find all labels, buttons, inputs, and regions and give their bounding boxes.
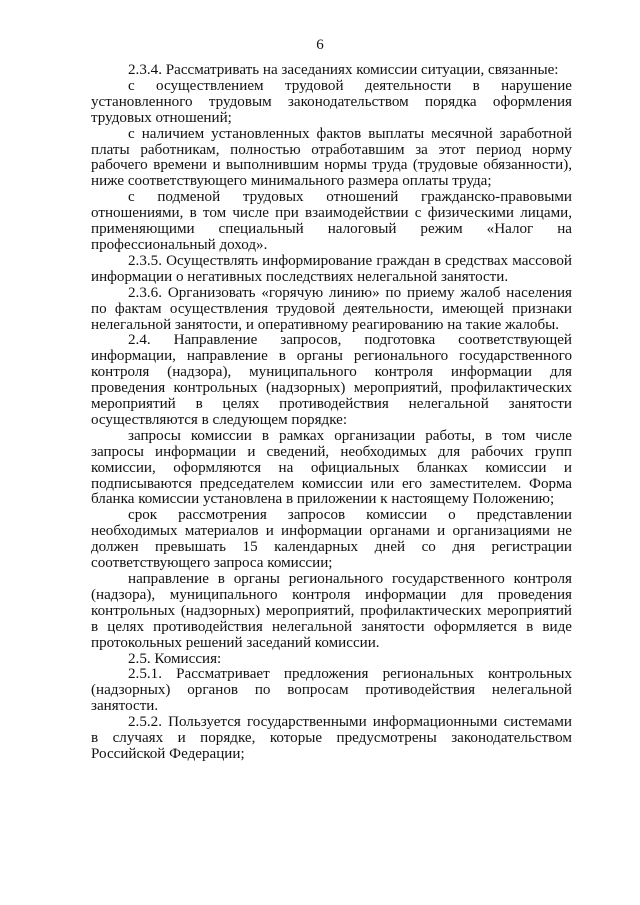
list-item-labor-violation: с осуществлением трудовой деятельности в нарушение установленного трудовым законодательством порядка оформления трудовых отношений; <box>91 77 572 126</box>
paragraph-2-3-4: 2.3.4. Рассматривать на заседаниях комиссии ситуации, связанные: <box>128 62 559 78</box>
list-item-low-wage: с наличием установленных фактов выплаты месячной заработной платы работникам, полностью отработавшим за этот период норму рабочего времени и выполнившим нормы труда (трудовые обязанности), ниже соответствующего минимального размера оплаты труда; <box>91 125 572 190</box>
paragraph-2-3-6: 2.3.6. Организовать «горячую линию» по приему жалоб населения по фактам осуществления трудовой деятельности, имеющей признаки нелегальной занятости, и оперативному реагированию на такие жалобы. <box>91 284 572 333</box>
paragraph-2-3-5: 2.3.5. Осуществлять информирование граждан в средствах массовой информации о негативных последствиях нелегальной занятости. <box>91 252 572 285</box>
list-item-request-deadline: срок рассмотрения запросов комиссии о представлении необходимых материалов и информации органами и организациями не должен превышать 15 календарных дней со дня регистрации соответствующего запроса комиссии; <box>91 507 572 572</box>
document-body <box>91 63 572 763</box>
paragraph-2-5: 2.5. Комиссия: <box>128 650 222 667</box>
page-number: 6 <box>316 37 324 53</box>
list-item-information-direction: направление в органы регионального государственного контроля (надзора), муниципального контроля информации для проведения контрольных (надзорных) мероприятий, профилактических мероприятий в целях противодействия нелегальной занятости оформляется в виде протокольных решений заседаний комиссии. <box>91 571 572 651</box>
paragraph-2-4: 2.4. Направление запросов, подготовка соответствующей информации, направление в органы регионального государственного контроля (надзора), муниципального контроля информации для проведения контрольных (надзорных) мероприятий, профилактических мероприятий в целях противодействия нелегальной занятости осуществляются в следующем порядке: <box>91 332 572 428</box>
list-item-contract-substitution: с подменой трудовых отношений гражданско-правовыми отношениями, в том числе при взаимодействии с физическими лицами, применяющими специальный налоговый режим «Налог на профессиональный доход». <box>91 189 572 253</box>
list-item-commission-requests: запросы комиссии в рамках организации работы, в том числе запросы информации и сведений, необходимых для рабочих групп комиссии, оформляются на официальных бланках комиссии и подписываются председателем комиссии или его заместителем. Форма бланка комиссии установлена в приложении к настоящему Положению; <box>91 427 572 508</box>
paragraph-2-5-1: 2.5.1. Рассматривает предложения региональных контрольных (надзорных) органов по вопросам противодействия нелегальной занятости. <box>91 666 572 715</box>
paragraph-2-5-2: 2.5.2. Пользуется государственными информационными системами в случаях и порядке, которые предусмотрены законодательством Российской Федерации; <box>91 714 572 762</box>
